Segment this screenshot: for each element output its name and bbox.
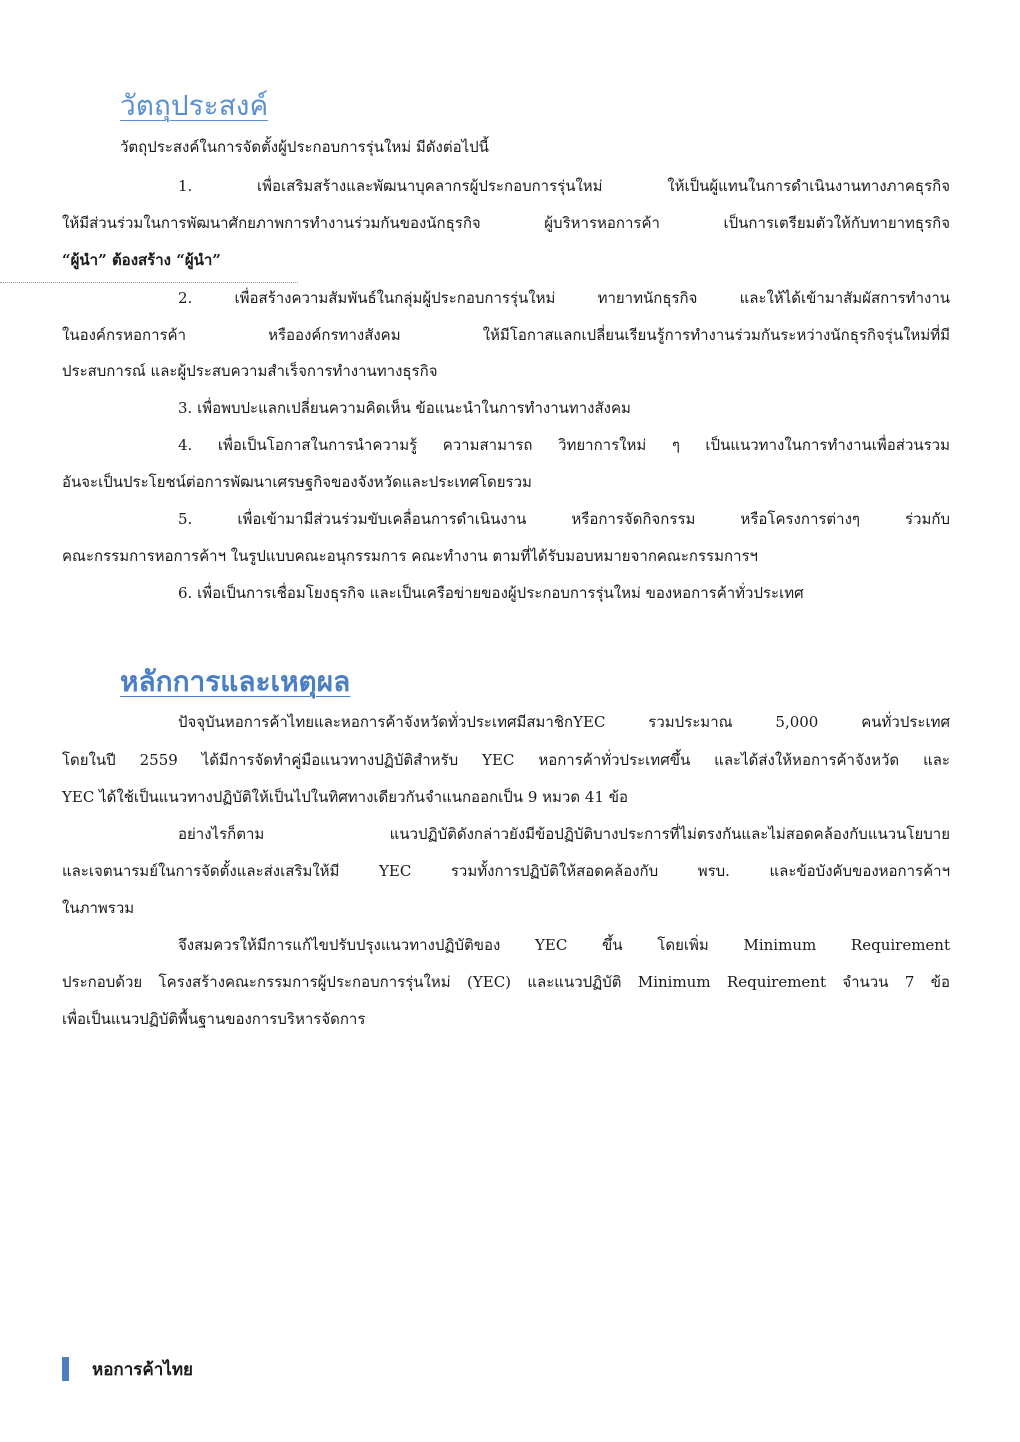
objective-1-line-1: 1. เพื่อเสริมสร้างและพัฒนาบุคลากรผู้ประกอบการรุ่นใหม่ ให้เป็นผู้แทนในการดำเนินงานทางภาคธุรกิจ <box>178 177 950 195</box>
rationale-para-3-line-1: จึงสมควรให้มีการแก้ไขปรับปรุงแนวทางปฏิบัติของ YEC ขึ้น โดยเพิ่ม Minimum Requirement <box>178 936 950 954</box>
margin-dotted-rule <box>0 282 298 283</box>
objective-2-line-3: ประสบการณ์ และผู้ประสบความสำเร็จการทำงานทางธุรกิจ <box>62 362 438 380</box>
rationale-para-3-line-2: ประกอบด้วย โครงสร้างคณะกรรมการผู้ประกอบการรุ่นใหม่ (YEC) และแนวปฏิบัติ Minimum Requirement จำนวน 7 ข้อ <box>62 973 950 991</box>
rationale-para-2-line-2: และเจตนารมย์ในการจัดตั้งและส่งเสริมให้มี YEC รวมทั้งการปฏิบัติให้สอดคล้องกับ พรบ. และข้อบังคับของหอการค้าฯ <box>62 862 950 880</box>
objective-6-line-1: 6. เพื่อเป็นการเชื่อมโยงธุรกิจ และเป็นเครือข่ายของผู้ประกอบการรุ่นใหม่ ของหอการค้าทั่วประเทศ <box>178 584 804 602</box>
rationale-para-2-line-3: ในภาพรวม <box>62 899 135 917</box>
footer-accent-bar <box>62 1357 69 1381</box>
objective-1-line-3: “ผู้นำ” ต้องสร้าง “ผู้นำ” <box>62 251 221 269</box>
objective-2-line-1: 2. เพื่อสร้างความสัมพันธ์ในกลุ่มผู้ประกอบการรุ่นใหม่ ทายาทนักธุรกิจ และให้ได้เข้ามาสัมผัสการทำงาน <box>178 289 950 307</box>
objectives-intro: วัตถุประสงค์ในการจัดตั้งผู้ประกอบการรุ่นใหม่ มีดังต่อไปนี้ <box>120 138 489 156</box>
rationale-para-3-line-3: เพื่อเป็นแนวปฏิบัติพื้นฐานของการบริหารจัดการ <box>62 1010 366 1028</box>
rationale-para-1-line-1: ปัจจุบันหอการค้าไทยและหอการค้าจังหวัดทั่วประเทศมีสมาชิกYEC รวมประมาณ 5,000 คนทั่วประเทศ <box>178 713 950 731</box>
objective-1-line-2: ให้มีส่วนร่วมในการพัฒนาศักยภาพการทำงานร่วมกันของนักธุรกิจ ผู้บริหารหอการค้า เป็นการเตรียมตัวให้กับทายาทธุรกิจ <box>62 214 950 232</box>
objective-4-line-1: 4. เพื่อเป็นโอกาสในการนำความรู้ ความสามารถ วิทยาการใหม่ ๆ เป็นแนวทางในการทำงานเพื่อส่วนรวม <box>178 436 950 454</box>
objective-5-line-1: 5. เพื่อเข้ามามีส่วนร่วมขับเคลื่อนการดำเนินงาน หรือการจัดกิจกรรม หรือโครงการต่างๆ ร่วมกับ <box>178 510 950 528</box>
rationale-para-1-line-3: YEC ได้ใช้เป็นแนวทางปฏิบัติให้เป็นไปในทิศทางเดียวกันจำแนกออกเป็น 9 หมวด 41 ข้อ <box>62 788 628 806</box>
objective-4-line-2: อันจะเป็นประโยชน์ต่อการพัฒนาเศรษฐกิจของจังหวัดและประเทศโดยรวม <box>62 473 532 491</box>
objective-2-line-2: ในองค์กรหอการค้า หรือองค์กรทางสังคม ให้มีโอกาสแลกเปลี่ยนเรียนรู้การทำงานร่วมกันระหว่างนักธุรกิจรุ่นใหม่ที่มี <box>62 326 950 344</box>
objective-5-line-2: คณะกรรมการหอการค้าฯ ในรูปแบบคณะอนุกรรมการ คณะทำงาน ตามที่ได้รับมอบหมายจากคณะกรรมการฯ <box>62 547 758 565</box>
rationale-para-2-line-1: อย่างไรก็ตาม แนวปฏิบัติดังกล่าวยังมีข้อปฏิบัติบางประการที่ไม่ตรงกันและไม่สอดคล้องกับแนวนโยบาย <box>178 825 950 843</box>
section-heading-objectives: วัตถุประสงค์ <box>120 89 269 122</box>
rationale-para-1-line-2: โดยในปี 2559 ได้มีการจัดทำคู่มือแนวทางปฏิบัติสำหรับ YEC หอการค้าทั่วประเทศขึ้น และได้ส่งให้หอการค้าจังหวัด และ <box>62 751 950 769</box>
section-heading-rationale: หลักการและเหตุผล <box>120 665 351 698</box>
footer-organization-name: หอการค้าไทย <box>92 1360 194 1380</box>
objective-3-line-1: 3. เพื่อพบปะแลกเปลี่ยนความคิดเห็น ข้อแนะนำในการทำงานทางสังคม <box>178 399 631 417</box>
